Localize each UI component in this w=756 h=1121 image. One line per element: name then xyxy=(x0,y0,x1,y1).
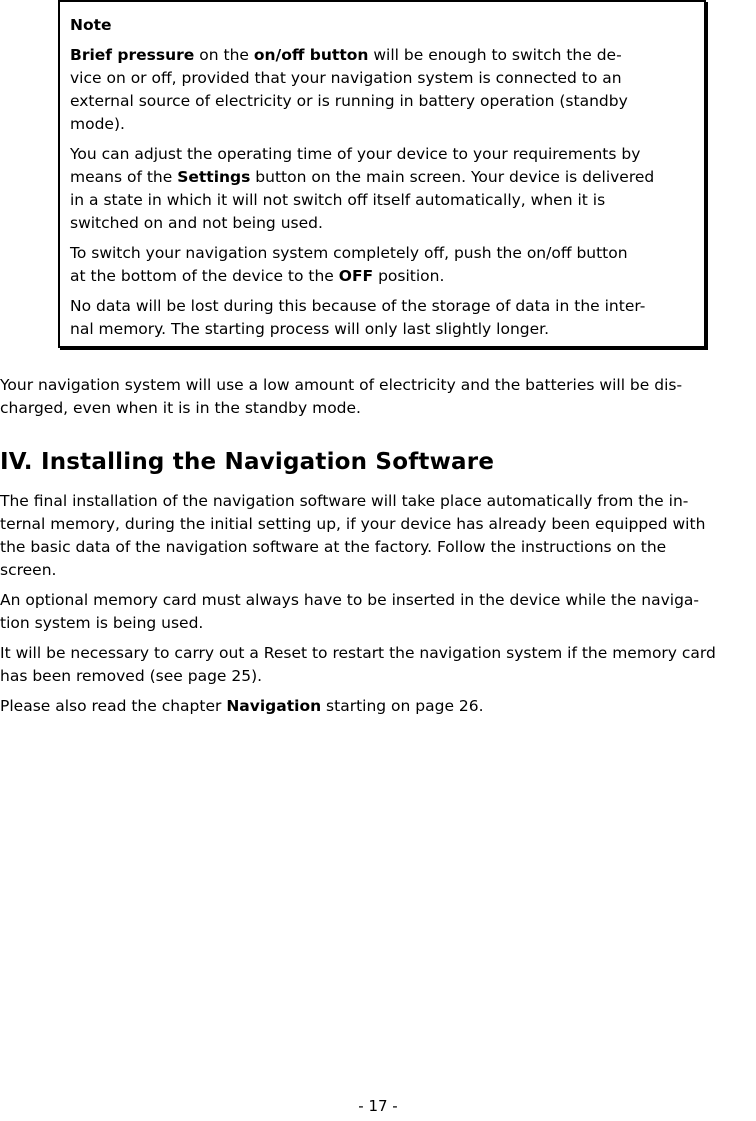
note-line: mode). xyxy=(70,115,125,133)
note-line: nal memory. The starting process will only last slightly longer. xyxy=(70,320,550,338)
body-line: An optional memory card must always have to be inserted in the device while the naviga- xyxy=(0,591,700,609)
note-paragraph-data-loss xyxy=(70,295,676,341)
keyword-on-off-button: on/off button xyxy=(253,46,369,64)
note-text: will be enough to switch the de- xyxy=(368,46,622,64)
chapter-reference-paragraph xyxy=(0,695,756,718)
note-line: in a state in which it will not switch off itself automatically, when it is xyxy=(70,191,606,209)
body-line: charged, even when it is in the standby mode. xyxy=(0,399,361,417)
body-text: Please also read the chapter xyxy=(0,697,227,715)
note-paragraph-power-button xyxy=(70,44,676,136)
body-line: ternal memory, during the initial setting up, if your device has already been equipped with xyxy=(0,515,706,533)
note-line: switched on and not being used. xyxy=(70,214,323,232)
body-line xyxy=(0,695,756,718)
main-content xyxy=(0,374,756,725)
body-line: screen. xyxy=(0,561,57,579)
page-number: - 17 - xyxy=(358,1097,398,1115)
body-line: the basic data of the navigation software at the factory. Follow the instructions on the xyxy=(0,538,667,556)
body-text: starting on page 26. xyxy=(321,697,484,715)
note-line: You can adjust the operating time of your device to your requirements by xyxy=(70,145,641,163)
note-line: external source of electricity or is running in battery operation (standby xyxy=(70,92,628,110)
body-line: The final installation of the navigation software will take place automatically from the in- xyxy=(0,492,689,510)
note-text: on the xyxy=(194,46,254,64)
note-title: Note xyxy=(70,16,112,34)
body-line: has been removed (see page 25). xyxy=(0,667,263,685)
note-line: No data will be lost during this because of the storage of data in the inter- xyxy=(70,297,646,315)
keyword-settings: Settings xyxy=(177,168,251,186)
body-line: Your navigation system will use a low amount of electricity and the batteries will be dis- xyxy=(0,376,683,394)
reset-paragraph xyxy=(0,642,756,688)
note-paragraph-switch-off xyxy=(70,242,676,288)
body-line: tion system is being used. xyxy=(0,614,204,632)
note-text: position. xyxy=(373,267,445,285)
intro-paragraph xyxy=(0,374,756,420)
note-text: means of the xyxy=(70,168,178,186)
note-box xyxy=(58,0,706,348)
body-line: It will be necessary to carry out a Reset to restart the navigation system if the memory card xyxy=(0,644,716,662)
note-paragraph-settings xyxy=(70,143,676,235)
note-text: button on the main screen. Your device is delivered xyxy=(250,168,655,186)
note-text: at the bottom of the device to the xyxy=(70,267,339,285)
note-line: To switch your navigation system completely off, push the on/off button xyxy=(70,244,628,262)
keyword-brief-pressure: Brief pressure xyxy=(70,46,195,64)
note-line xyxy=(70,44,676,67)
keyword-off: OFF xyxy=(338,267,374,285)
note-line: vice on or off, provided that your navigation system is connected to an xyxy=(70,69,622,87)
section-heading: IV. Installing the Navigation Software xyxy=(0,449,495,475)
keyword-navigation: Navigation xyxy=(226,697,322,715)
memory-card-paragraph xyxy=(0,589,756,635)
installation-paragraph xyxy=(0,490,756,582)
note-line xyxy=(70,166,676,189)
note-line xyxy=(70,265,676,288)
